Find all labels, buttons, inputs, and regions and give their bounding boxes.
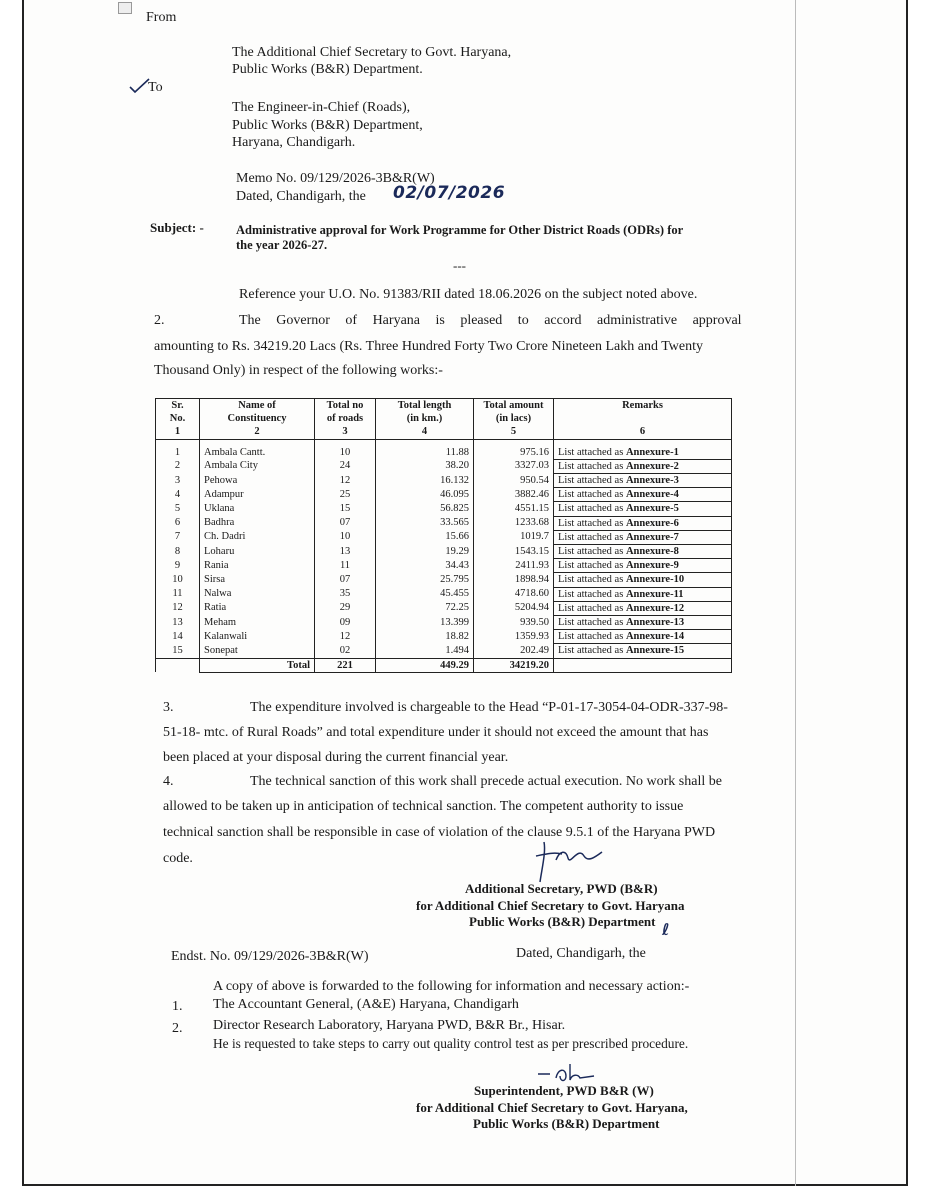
cell-amount: 1898.94	[474, 573, 554, 587]
remark-prefix: List attached as	[558, 560, 624, 572]
cell-constituency: Badhra	[200, 516, 315, 530]
cell-roads: 24	[315, 459, 376, 473]
cell-roads: 07	[315, 573, 376, 587]
cell-constituency: Ratia	[200, 601, 315, 615]
cell-amount: 1019.7	[474, 530, 554, 544]
cell-remarks	[554, 573, 732, 587]
para3-number: 3.	[163, 700, 174, 715]
to-line-3: Haryana, Chandigarh.	[232, 135, 356, 150]
table-row	[156, 439, 732, 459]
cell-remarks	[554, 616, 732, 630]
col-index-5: 5	[474, 425, 554, 439]
remark-annexure: Annexure-4	[625, 489, 679, 501]
remark-prefix: List attached as	[558, 531, 624, 543]
remark-annexure: Annexure-12	[625, 602, 685, 614]
col-index-6: 6	[554, 425, 732, 439]
to-line-2: Public Works (B&R) Department,	[232, 118, 423, 133]
cell-amount: 2411.93	[474, 559, 554, 573]
remark-annexure: Annexure-8	[625, 546, 679, 558]
signature2-line-3: Public Works (B&R) Department	[473, 1116, 660, 1131]
remark-prefix: List attached as	[558, 546, 624, 558]
table-row	[156, 502, 732, 516]
remark-annexure: Annexure-5	[625, 503, 679, 515]
cell-length: 18.82	[376, 630, 474, 644]
cell-sr-no: 5	[156, 502, 200, 516]
cell-length: 19.29	[376, 545, 474, 559]
cell-constituency: Loharu	[200, 545, 315, 559]
cell-constituency: Meham	[200, 616, 315, 630]
para4-line-3: technical sanction shall be responsible in case of violation of the clause 9.5.1 of the Haryana PWD	[163, 825, 716, 840]
cell-length: 46.095	[376, 488, 474, 502]
cell-sr-no: 9	[156, 559, 200, 573]
cell-constituency: Ambala City	[200, 459, 315, 473]
col-header-amount: Total amount (in lacs)	[474, 399, 554, 426]
remark-prefix: List attached as	[558, 517, 624, 529]
col-index-4: 4	[376, 425, 474, 439]
total-remarks-cell	[554, 658, 732, 672]
cell-length: 25.795	[376, 573, 474, 587]
cell-amount: 1359.93	[474, 630, 554, 644]
table-row	[156, 516, 732, 530]
remark-annexure: Annexure-14	[625, 631, 685, 643]
endst-dated: Dated, Chandigarh, the	[516, 946, 646, 961]
table-row	[156, 530, 732, 544]
remark-prefix: List attached as	[558, 489, 624, 501]
cell-length: 34.43	[376, 559, 474, 573]
cell-remarks	[554, 474, 732, 488]
col-index-3: 3	[315, 425, 376, 439]
cell-remarks	[554, 502, 732, 516]
cell-remarks	[554, 644, 732, 658]
endst-item1-number: 1.	[172, 999, 183, 1014]
cell-sr-no: 2	[156, 459, 200, 473]
col-header-sr-no: Sr. No.	[156, 399, 200, 426]
para2-line-2: amounting to Rs. 34219.20 Lacs (Rs. Three Hundred Forty Two Crore Nineteen Lakh and Twenty	[154, 339, 704, 354]
cell-roads: 25	[315, 488, 376, 502]
cell-amount: 1543.15	[474, 545, 554, 559]
total-empty-cell	[156, 658, 200, 672]
remark-annexure: Annexure-9	[625, 560, 679, 572]
reference-line: Reference your U.O. No. 91383/RII dated 18.06.2026 on the subject noted above.	[239, 287, 698, 302]
remark-prefix: List attached as	[558, 475, 624, 487]
remark-prefix: List attached as	[558, 588, 624, 600]
cell-sr-no: 10	[156, 573, 200, 587]
table-row	[156, 573, 732, 587]
cell-length: 15.66	[376, 530, 474, 544]
cell-constituency: Nalwa	[200, 587, 315, 601]
remark-annexure: Annexure-3	[625, 475, 679, 487]
subject-line-1: Administrative approval for Work Programme for Other District Roads (ODRs) for	[236, 223, 684, 237]
col-index-2: 2	[200, 425, 315, 439]
cell-length: 45.455	[376, 587, 474, 601]
table-row	[156, 488, 732, 502]
col-index-1: 1	[156, 425, 200, 439]
para2-number: 2.	[154, 313, 165, 328]
cell-constituency: Ambala Cantt.	[200, 439, 315, 459]
cell-constituency: Sirsa	[200, 573, 315, 587]
table-row	[156, 459, 732, 473]
cell-constituency: Uklana	[200, 502, 315, 516]
cell-remarks	[554, 587, 732, 601]
cell-constituency: Rania	[200, 559, 315, 573]
cell-amount: 975.16	[474, 439, 554, 459]
table-row	[156, 644, 732, 658]
remark-prefix: List attached as	[558, 460, 624, 472]
cell-amount: 950.54	[474, 474, 554, 488]
para4-number: 4.	[163, 774, 174, 789]
remark-annexure: Annexure-13	[625, 617, 685, 629]
cell-sr-no: 15	[156, 644, 200, 658]
cell-remarks	[554, 439, 732, 459]
cell-length: 33.565	[376, 516, 474, 530]
remark-prefix: List attached as	[558, 645, 624, 657]
table-row	[156, 616, 732, 630]
total-amount: 34219.20	[474, 658, 554, 672]
cell-constituency: Sonepat	[200, 644, 315, 658]
from-label: From	[146, 10, 177, 25]
remark-prefix: List attached as	[558, 631, 624, 643]
signature1-line-1: Additional Secretary, PWD (B&R)	[465, 881, 658, 896]
cell-sr-no: 3	[156, 474, 200, 488]
para4-line-2: allowed to be taken up in anticipation of technical sanction. The competent authority to issue	[163, 799, 684, 814]
remark-annexure: Annexure-2	[625, 460, 679, 472]
remark-annexure: Annexure-15	[625, 645, 685, 657]
cell-amount: 1233.68	[474, 516, 554, 530]
col-header-roads: Total no of roads	[315, 399, 376, 426]
cell-sr-no: 8	[156, 545, 200, 559]
remark-prefix: List attached as	[558, 446, 624, 458]
cell-sr-no: 1	[156, 439, 200, 459]
col-header-remarks: Remarks	[554, 399, 732, 426]
cell-roads: 15	[315, 502, 376, 516]
table-row	[156, 545, 732, 559]
cell-length: 16.132	[376, 474, 474, 488]
cell-sr-no: 11	[156, 587, 200, 601]
cell-roads: 07	[315, 516, 376, 530]
cell-roads: 13	[315, 545, 376, 559]
cell-roads: 12	[315, 474, 376, 488]
cell-roads: 35	[315, 587, 376, 601]
cell-sr-no: 13	[156, 616, 200, 630]
cell-remarks	[554, 545, 732, 559]
endst-item2-number: 2.	[172, 1021, 183, 1036]
cell-constituency: Pehowa	[200, 474, 315, 488]
signature2-line-2: for Additional Chief Secretary to Govt. Haryana,	[416, 1100, 688, 1115]
total-roads: 221	[315, 658, 376, 672]
cell-remarks	[554, 516, 732, 530]
cell-length: 56.825	[376, 502, 474, 516]
table-row	[156, 474, 732, 488]
cell-length: 38.20	[376, 459, 474, 473]
cell-length: 13.399	[376, 616, 474, 630]
cell-amount: 202.49	[474, 644, 554, 658]
cell-remarks	[554, 601, 732, 615]
endst-number: Endst. No. 09/129/2026-3B&R(W)	[171, 949, 369, 964]
para2-line-1: The Governor of Haryana is pleased to accord administrative approval	[239, 313, 742, 328]
table-row	[156, 559, 732, 573]
remark-annexure: Annexure-11	[625, 588, 684, 600]
cell-length: 1.494	[376, 644, 474, 658]
remark-annexure: Annexure-1	[625, 446, 679, 458]
endst-item1: The Accountant General, (A&E) Haryana, Chandigarh	[213, 997, 519, 1012]
cell-sr-no: 12	[156, 601, 200, 615]
endst-item2: Director Research Laboratory, Haryana PWD, B&R Br., Hisar.	[213, 1018, 566, 1033]
signature1-line-2: for Additional Chief Secretary to Govt. Haryana	[416, 898, 685, 913]
subject-label: Subject: -	[150, 220, 204, 235]
table-row	[156, 601, 732, 615]
from-line-1: The Additional Chief Secretary to Govt. Haryana,	[232, 45, 512, 60]
cell-remarks	[554, 630, 732, 644]
remark-prefix: List attached as	[558, 503, 624, 515]
cell-roads: 12	[315, 630, 376, 644]
table-header-row	[156, 399, 732, 426]
signature1-line-3: Public Works (B&R) Department	[469, 914, 656, 929]
cell-constituency: Kalanwali	[200, 630, 315, 644]
cell-amount: 4551.15	[474, 502, 554, 516]
cell-remarks	[554, 488, 732, 502]
to-line-1: The Engineer-in-Chief (Roads),	[232, 100, 411, 115]
handwritten-mark: ℓ	[662, 920, 670, 939]
memo-number: Memo No. 09/129/2026-3B&R(W)	[236, 171, 435, 186]
cell-constituency: Ch. Dadri	[200, 530, 315, 544]
dated-label: Dated, Chandigarh, the	[236, 189, 366, 204]
para3-line-3: been placed at your disposal during the current financial year.	[163, 750, 509, 765]
staple-mark	[118, 2, 132, 14]
endst-item2-note: He is requested to take steps to carry out quality control test as per prescribed procedure.	[213, 1036, 689, 1051]
endst-intro: A copy of above is forwarded to the following for information and necessary action:-	[213, 979, 690, 994]
to-label: To	[148, 80, 163, 95]
cell-roads: 10	[315, 530, 376, 544]
cell-sr-no: 14	[156, 630, 200, 644]
subject-separator: ---	[453, 258, 466, 273]
remark-prefix: List attached as	[558, 602, 624, 614]
cell-sr-no: 6	[156, 516, 200, 530]
from-line-2: Public Works (B&R) Department.	[232, 62, 423, 77]
total-length: 449.29	[376, 658, 474, 672]
works-table	[155, 398, 732, 673]
para4-line-4: code.	[163, 851, 193, 866]
cell-amount: 4718.60	[474, 587, 554, 601]
signature2-line-1: Superintendent, PWD B&R (W)	[474, 1083, 654, 1098]
cell-sr-no: 4	[156, 488, 200, 502]
cell-remarks	[554, 459, 732, 473]
col-header-constituency: Name of Constituency	[200, 399, 315, 426]
remark-annexure: Annexure-7	[625, 531, 679, 543]
table-row	[156, 587, 732, 601]
col-header-length: Total length (in km.)	[376, 399, 474, 426]
remark-prefix: List attached as	[558, 574, 624, 586]
cell-roads: 10	[315, 439, 376, 459]
subject-line-2: the year 2026-27.	[236, 238, 328, 252]
table-row	[156, 630, 732, 644]
total-label: Total	[200, 658, 315, 672]
cell-roads: 02	[315, 644, 376, 658]
cell-roads: 09	[315, 616, 376, 630]
cell-remarks	[554, 530, 732, 544]
cell-length: 11.88	[376, 439, 474, 459]
table-total-row	[156, 658, 732, 672]
handwritten-date: 02/07/2026	[393, 183, 506, 203]
para3-line-1: The expenditure involved is chargeable to the Head “P-01-17-3054-04-ODR-337-98-	[250, 700, 728, 715]
para3-line-2: 51-18- mtc. of Rural Roads” and total expenditure under it should not exceed the amount that has	[163, 725, 709, 740]
cell-remarks	[554, 559, 732, 573]
cell-amount: 5204.94	[474, 601, 554, 615]
cell-roads: 29	[315, 601, 376, 615]
cell-length: 72.25	[376, 601, 474, 615]
cell-sr-no: 7	[156, 530, 200, 544]
cell-amount: 3327.03	[474, 459, 554, 473]
remark-prefix: List attached as	[558, 617, 624, 629]
cell-constituency: Adampur	[200, 488, 315, 502]
para4-line-1: The technical sanction of this work shall precede actual execution. No work shall be	[250, 774, 722, 789]
para2-line-3: Thousand Only) in respect of the following works:-	[154, 363, 443, 378]
remark-annexure: Annexure-10	[625, 574, 685, 586]
table-index-row	[156, 425, 732, 439]
page-edge-divider	[795, 0, 796, 1186]
cell-amount: 939.50	[474, 616, 554, 630]
remark-annexure: Annexure-6	[625, 517, 679, 529]
cell-amount: 3882.46	[474, 488, 554, 502]
cell-roads: 11	[315, 559, 376, 573]
